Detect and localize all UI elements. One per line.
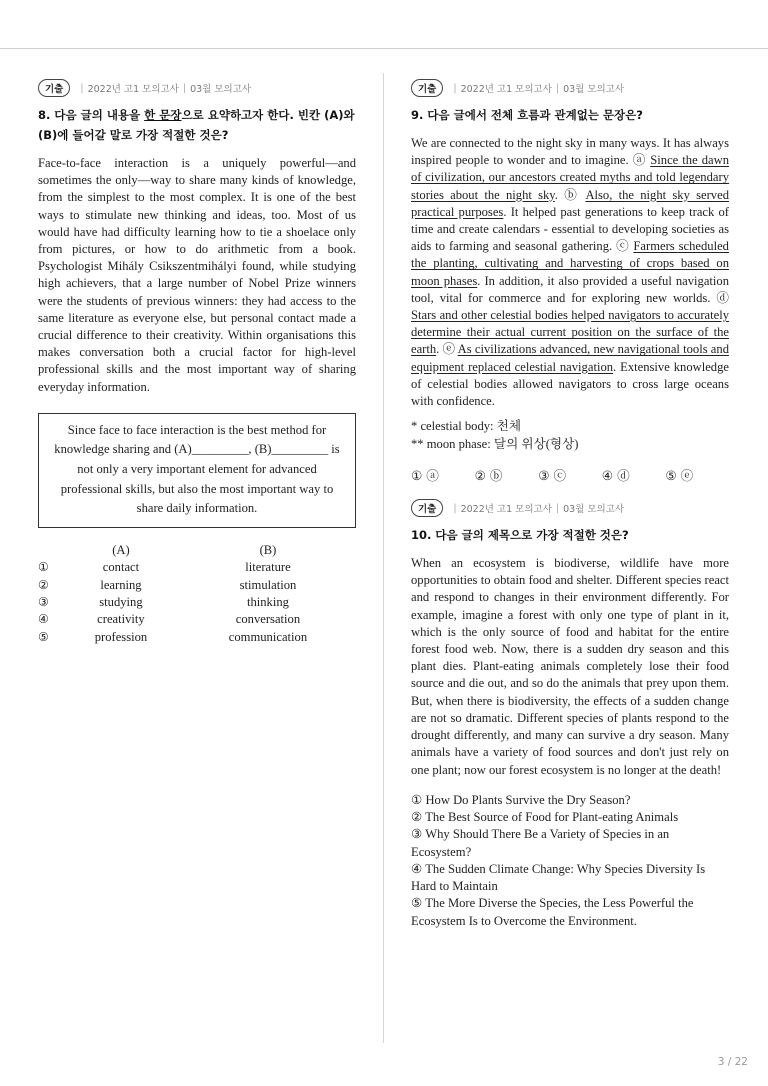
choice[interactable]: ① ⓐ <box>411 468 439 484</box>
right-column <box>411 78 729 930</box>
question-title: 10. 다음 글의 제목으로 가장 적절한 것은? <box>411 528 629 543</box>
choice[interactable]: ① How Do Plants Survive the Dry Season? <box>411 792 631 807</box>
question-title: 9. 다음 글에서 전체 흐름과 관계없는 문장은? <box>411 108 643 122</box>
exam-year: 2022년 고1 모의고사 <box>87 84 179 95</box>
sentence-c: Farmers scheduled the planting, cultivating and harvesting of crops based on moon phases <box>411 239 729 288</box>
past-exam-tag: 기출 <box>411 499 443 517</box>
sentence-a: Since the dawn of civilization, our ancestors created myths and told legendary stories about the night sky <box>411 153 729 202</box>
footnote: ** moon phase: 달의 위상(형상) <box>411 436 579 451</box>
footnote: * celestial body: 천체 <box>411 419 522 434</box>
source-line: 기출 | 2022년 고1 모의고사 | 03월 모의고사 <box>38 78 356 98</box>
column-b-header: (B) <box>259 542 277 557</box>
passage: When an ecosystem is biodiverse, wildlife have more opportunities to obtain food and shelter. Different species react and respond to changes in their environment differently. For example, imagine a forest with only one type of plant in it, which is the only source of food and habitat for the entire forest food web. Now, there is a sudden dry season and this plant dies. Plant-eating animals completely lose their food source and die out, and so do the animals that prey upon them. But, when there is biodiversity, the effects of a sudden change are not so dramatic. Different species of plants respond to the drought differently, and many can survive a dry season. Many animals have a variety of food sources and don't just rely on one plant; now our forest ecosystem is no longer at the death! <box>411 556 729 777</box>
choice[interactable]: ④ The Sudden Climate Change: Why Species Diversity Is Hard to Maintain <box>411 861 706 894</box>
answer-options <box>38 542 356 646</box>
source-line: 기출 | 2022년 고1 모의고사 | 03월 모의고사 <box>411 498 729 518</box>
option-row[interactable]: ⑤ profession communication <box>38 629 308 644</box>
passage: We are connected to the night sky in many ways. It has always inspired people to wonder and to imagine. ⓐ Since the dawn of civilization, our ancestors created myths and told legendary stories about the night sky. ⓑ Also, the night sky served practical purposes. It helped past generations to keep track of time and create calendars - essential to developing societies as aids to farming and seasonal gathering. ⓒ Farmers scheduled the planting, cultivating and harvesting of crops based on moon phases. In addition, it also provided a useful navigation tool, vital for commerce and for exploring new worlds. ⓓ Stars and other celestial bodies helped navigators to accurately determine their actual current position on the surface of the earth. ⓔ As civilizations advanced, new navigational tools and equipment replaced celestial navigation. Extensive knowledge of celestial bodies allowed navigators to cross large oceans with confidence. <box>411 136 729 409</box>
past-exam-tag: 기출 <box>38 79 70 97</box>
choice[interactable]: ② The Best Source of Food for Plant-eating Animals <box>411 810 679 824</box>
exam-year: 2022년 고1 모의고사 <box>460 504 552 516</box>
question-10 <box>411 498 729 930</box>
question-9 <box>411 78 729 484</box>
option-row[interactable]: ④ creativity conversation <box>38 612 301 627</box>
answer-choices <box>411 792 729 930</box>
column-a-header: (A) <box>112 542 130 557</box>
question-title: 8. 다음 글의 내용을 한 문장으로 요약하고자 한다. 빈칸 (A)와 (B)에 들어갈 말로 가장 적절한 것은? <box>38 108 355 142</box>
choice[interactable]: ④ ⓓ <box>601 468 630 484</box>
choice[interactable]: ⑤ ⓔ <box>665 468 694 484</box>
exam-month: 03월 모의고사 <box>563 504 625 516</box>
sentence-e: As civilizations advanced, new navigational tools and equipment replaced celestial navigation <box>411 342 729 374</box>
source-line: 기출 | 2022년 고1 모의고사 | 03월 모의고사 <box>411 78 729 98</box>
sentence-d: Stars and other celestial bodies helped navigators to accurately determine their actual current position on the surface of the earth <box>411 308 729 357</box>
column-divider <box>383 73 384 1043</box>
question-8 <box>38 78 356 646</box>
exam-year: 2022년 고1 모의고사 <box>460 84 552 95</box>
choice[interactable]: ② ⓑ <box>474 468 503 484</box>
choice[interactable]: ③ ⓒ <box>538 468 567 484</box>
past-exam-tag: 기출 <box>411 79 443 97</box>
page-number: 3 / 22 <box>717 1056 748 1068</box>
sentence-b: Also, the night sky served practical purposes <box>411 187 729 219</box>
option-row[interactable]: ③ studying thinking <box>38 595 289 610</box>
footnotes <box>411 418 729 453</box>
choice[interactable]: ③ Why Should There Be a Variety of Species in an Ecosystem? <box>411 827 670 859</box>
exam-month: 03월 모의고사 <box>563 84 625 95</box>
option-row[interactable]: ② learning stimulation <box>38 577 297 592</box>
choice[interactable]: ⑤ The More Diverse the Species, the Less Powerful the Ecosystem Is to Overcome the Environment. <box>411 896 694 928</box>
option-row[interactable]: ① contact literature <box>38 560 291 575</box>
exam-month: 03월 모의고사 <box>190 84 252 95</box>
answer-choices <box>411 465 729 484</box>
passage: Face-to-face interaction is a uniquely powerful—and sometimes the only—way to share many kinds of knowledge, from the simplest to the most complex. It is one of the best ways to stimulate new thinking and ideas, too. Most of us would have had difficulty learning how to tie a shoelace only from pictures, or how to do arithmetic from a book. Psychologist Mihály Csikszentmihályi found, while studying high achievers, that a large number of Nobel Prize winners were the students of previous winners: they had access to the same literature as everyone else, but personal contact made a crucial difference to their creativity. Within organisations this makes conversation both a crucial factor for high-level professional skills and the most important way of sharing everyday information. <box>38 156 356 394</box>
header-rule <box>0 48 768 49</box>
summary-box: Since face to face interaction is the best method for knowledge sharing and (A)_________, (B)_________ is not only a very important element for advanced professional skills, but also the most important way to share daily information. <box>38 413 356 528</box>
